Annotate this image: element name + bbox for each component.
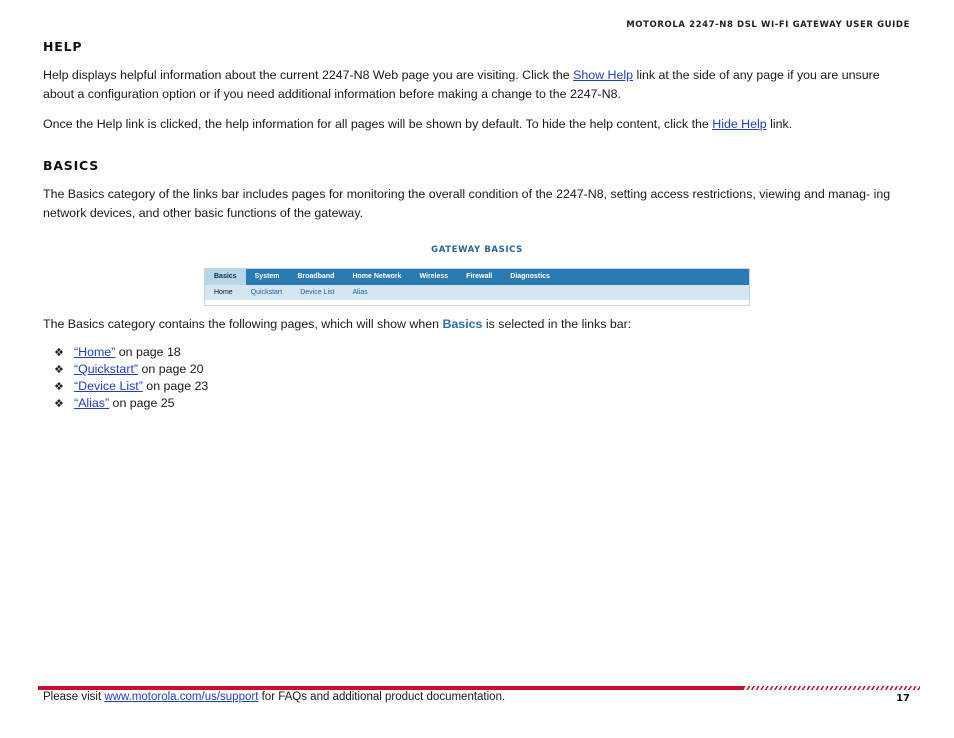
text: is selected in the links bar: (482, 317, 632, 331)
list-item (54, 361, 208, 378)
home-page-link[interactable]: “Home” (74, 345, 116, 359)
links-bar-screenshot (204, 268, 750, 306)
alias-page-link[interactable]: “Alias” (74, 396, 110, 410)
show-help-link[interactable]: Show Help (573, 68, 634, 82)
page-number: 17 (896, 693, 910, 704)
running-header: MOTOROLA 2247-N8 DSL WI-FI GATEWAY USER GUIDE (626, 20, 910, 30)
hide-help-link[interactable]: Hide Help (712, 117, 767, 131)
page-ref: on page 20 (138, 362, 204, 376)
sub-tab-quickstart[interactable]: Quickstart (250, 289, 283, 296)
sub-tab-alias[interactable]: Alias (352, 289, 368, 296)
sub-tab-device-list[interactable]: Device List (300, 289, 335, 296)
text: Once the Help link is clicked, the help information for all pages will be shown by default. To hide the help content, click the (43, 117, 713, 131)
links-bar-top-row (205, 269, 749, 285)
top-tab-wireless[interactable]: Wireless (419, 273, 449, 280)
support-link[interactable]: www.motorola.com/us/support (104, 691, 259, 703)
basics-emphasis: Basics (442, 317, 483, 331)
page-ref: on page 23 (142, 379, 209, 393)
top-tab-system[interactable]: System (254, 273, 280, 280)
text: The Basics category contains the following pages, which will show when (43, 317, 443, 331)
text: for FAQs and additional product documentation. (258, 691, 506, 703)
figure-caption: GATEWAY BASICS (431, 245, 523, 255)
top-tab-firewall[interactable]: Firewall (466, 273, 493, 280)
bullet-icon: ❖ (54, 380, 64, 393)
quickstart-page-link[interactable]: “Quickstart” (74, 362, 139, 376)
top-tab-basics[interactable]: Basics (205, 269, 246, 285)
help-paragraph-2 (43, 115, 913, 134)
top-tab-diagnostics[interactable]: Diagnostics (510, 273, 550, 280)
help-paragraph-1 (43, 66, 913, 104)
basics-heading: BASICS (43, 158, 100, 173)
footer-note (43, 691, 505, 703)
text: link. (766, 117, 793, 131)
list-item (54, 378, 208, 395)
text: Please visit (43, 691, 105, 703)
page-ref: on page 25 (109, 396, 175, 410)
page-ref: on page 18 (115, 345, 181, 359)
list-item (54, 344, 208, 361)
links-bar-sub-row (205, 285, 749, 300)
device-list-page-link[interactable]: “Device List” (74, 379, 143, 393)
bullet-icon: ❖ (54, 397, 64, 410)
text: link at the side of any page if you are unsure about a configuration option or if you need additional information before making a change to the 2247-N8. (43, 68, 880, 101)
text: Help displays helpful information about the current 2247-N8 Web page you are visiting. Click the (43, 68, 574, 82)
bullet-icon: ❖ (54, 363, 64, 376)
basics-paragraph-1: The Basics category of the links bar includes pages for monitoring the overall condition of the 2247-N8, setting access restrictions, viewing and manag- ing network devices, and other basic functions of the gateway. (43, 187, 891, 220)
top-tab-home-network[interactable]: Home Network (352, 273, 402, 280)
basics-paragraph-2 (43, 315, 913, 334)
list-item (54, 395, 208, 412)
footer-rule (38, 686, 744, 690)
basics-page-list (54, 344, 208, 412)
help-heading: HELP (43, 39, 83, 54)
footer-hatch-decoration (744, 686, 920, 690)
top-tab-broadband[interactable]: Broadband (297, 273, 335, 280)
bullet-icon: ❖ (54, 346, 64, 359)
sub-tab-home[interactable]: Home (214, 289, 233, 296)
links-bar-content-edge (205, 300, 749, 305)
